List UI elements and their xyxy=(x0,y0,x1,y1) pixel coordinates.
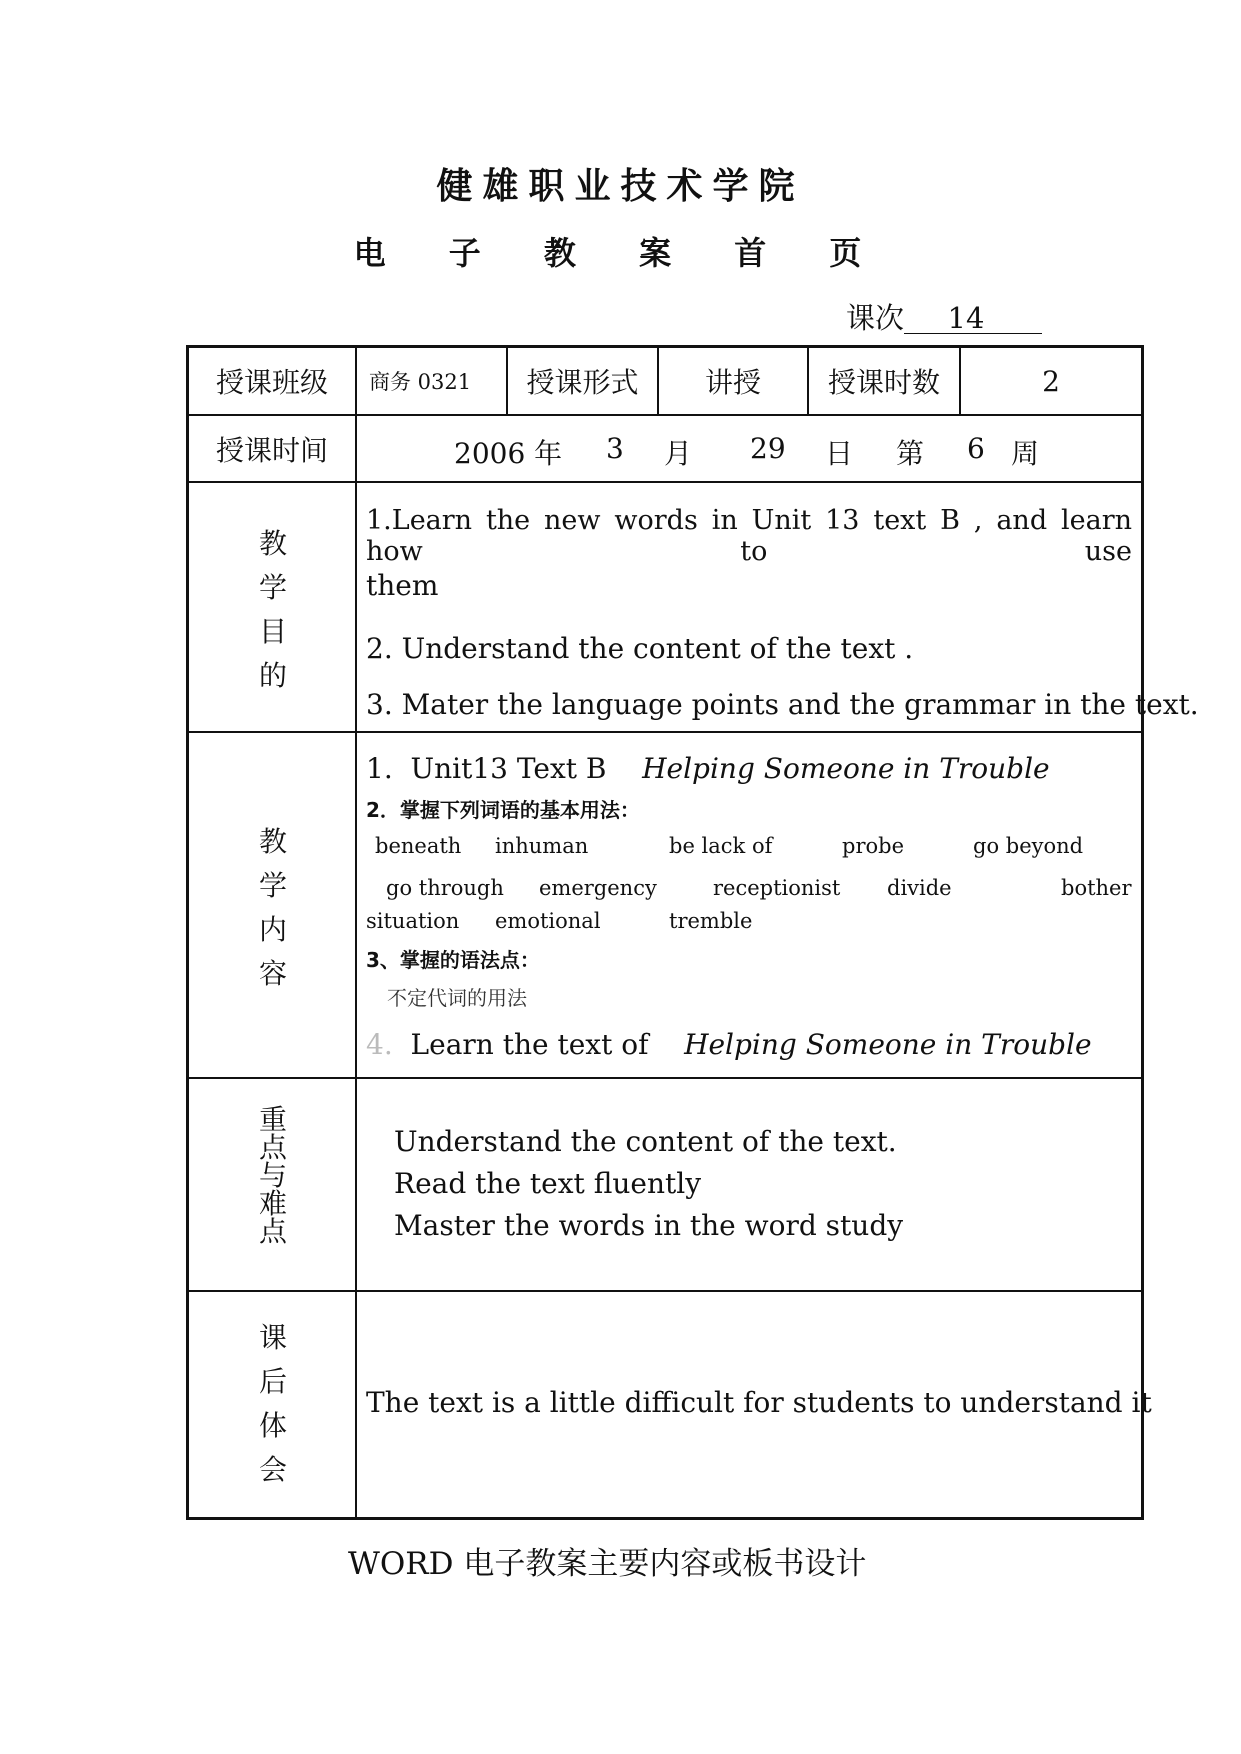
document-title: 电 子 教 案 首 页 xyxy=(353,234,888,272)
objective-3: 3. Mater the language points and the grammar in the text. xyxy=(366,688,1199,721)
class-label: 授课班级 xyxy=(215,366,328,399)
content-item-1: 1. Unit13 Text B Helping Someone in Trouble xyxy=(366,752,1050,785)
vocab-word: go through xyxy=(386,876,504,900)
session-number xyxy=(846,296,1042,337)
vocab-word: go beyond xyxy=(973,834,1084,858)
text-title: Helping Someone in Trouble xyxy=(684,1028,1092,1061)
school-name: 健雄职业技术学院 xyxy=(436,165,805,207)
objective-1-cont: them xyxy=(366,569,439,602)
objective-2: 2. Understand the content of the text . xyxy=(366,632,914,665)
date-month: 3 xyxy=(606,432,624,465)
time-label: 授课时间 xyxy=(215,433,328,467)
key-point-2: Read the text fluently xyxy=(394,1167,702,1200)
vocab-word: beneath xyxy=(375,834,462,858)
key-points-label: 重 点 与 难 点 xyxy=(258,1103,287,1248)
grammar-point: 不定代词的用法 xyxy=(387,986,527,1010)
vocab-word: emotional xyxy=(495,909,601,933)
session-underline xyxy=(904,301,1042,335)
column-divider xyxy=(355,345,357,1520)
week-prefix: 第 xyxy=(896,437,925,470)
key-point-1: Understand the content of the text. xyxy=(394,1125,897,1158)
vocab-word: divide xyxy=(887,876,952,900)
vocab-word: tremble xyxy=(669,909,753,933)
key-point-3: Master the words in the word study xyxy=(394,1209,904,1242)
vocab-word: bother xyxy=(1061,876,1132,900)
objective-1: 1.Learn the new words in Unit 13 text B , and learn how to use xyxy=(366,505,1132,567)
vocab-word: inhuman xyxy=(495,834,589,858)
vocab-word: probe xyxy=(842,834,904,858)
date-day-unit: 日 xyxy=(825,437,854,470)
session-label: 课次 xyxy=(846,301,905,335)
row-divider xyxy=(186,481,1144,483)
content-item-2: 2．掌握下列词语的基本用法： xyxy=(366,798,640,822)
vocab-word: emergency xyxy=(539,876,657,900)
text-title: Helping Someone in Trouble xyxy=(642,752,1050,785)
form-label: 授课形式 xyxy=(526,366,639,399)
content-item-3: 3、掌握的语法点： xyxy=(366,948,540,972)
row-divider xyxy=(186,731,1144,733)
row-divider xyxy=(186,1077,1144,1079)
hours-value: 2 xyxy=(1042,364,1060,398)
week-number: 6 xyxy=(967,432,985,465)
vocab-word: be lack of xyxy=(669,834,773,858)
row-divider xyxy=(186,1290,1144,1292)
reflection-label: 课 后 体 会 xyxy=(258,1321,287,1486)
vocab-word: receptionist xyxy=(713,876,841,900)
footer-caption: WORD 电子教案主要内容或板书设计 xyxy=(348,1546,867,1582)
objectives-label: 教 学 目 的 xyxy=(258,527,287,692)
session-value: 14 xyxy=(947,301,985,335)
content-label: 教 学 内 容 xyxy=(258,825,287,990)
class-value: 商务 0321 xyxy=(369,370,472,394)
vocab-word: situation xyxy=(366,909,460,933)
hours-label: 授课时数 xyxy=(827,366,940,399)
reflection-text: The text is a little difficult for students to understand it xyxy=(366,1386,1152,1419)
form-value: 讲授 xyxy=(704,366,761,399)
week-unit: 周 xyxy=(1011,437,1040,470)
content-item-4: 4. Learn the text of Helping Someone in Trouble xyxy=(366,1028,1092,1061)
date-year: 2006 年 xyxy=(454,437,563,470)
date-day: 29 xyxy=(750,432,786,465)
date-month-unit: 月 xyxy=(664,437,693,470)
